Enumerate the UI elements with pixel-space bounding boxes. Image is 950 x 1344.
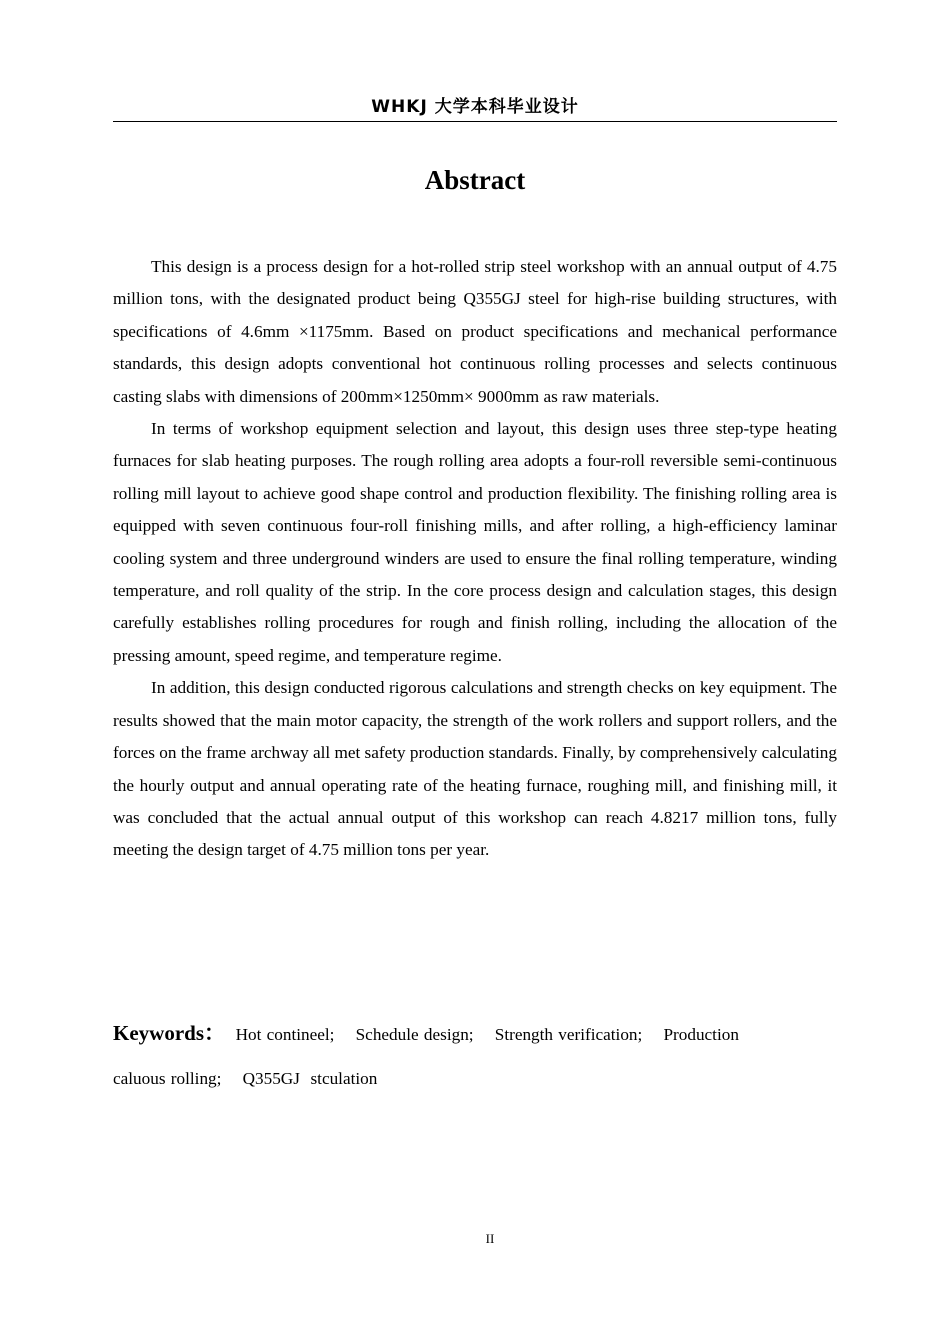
abstract-paragraph-2: In terms of workshop equipment selection and layout, this design uses three step-type heating furnaces for slab heating purposes. The rough rolling area adopts a four-roll reversible semi-continuous rolling mill layout to achieve good shape control and production flexibility. The finishing rolling area is equipped with seven continuous four-roll finishing mills, and after rolling, a high-efficiency laminar cooling system and three underground winders are used to ensure the final rolling temperature, winding temperature, and roll quality of the strip. In the core process design and calculation stages, this design carefully establishes rolling procedures for rough and finish rolling, including the allocation of the pressing amount, speed regime, and temperature regime. xyxy=(113,419,837,665)
abstract-paragraph-3: In addition, this design conducted rigorous calculations and strength checks on key equipment. The results showed that the main motor capacity, the strength of the work rollers and support rollers, and the forces on the frame archway all met safety production standards. Finally, by comprehensively calculating the hourly output and annual operating rate of the heating furnace, roughing mill, and finishing mill, it was concluded that the actual annual output of this workshop can reach 4.8217 million tons, fully meeting the design target of 4.75 million tons per year. xyxy=(113,678,837,860)
keywords-line-2: caluous rolling; Q355GJ stculation xyxy=(113,1069,378,1088)
keywords-text-1: Hot contineel; Schedule design; Strength verification; Production xyxy=(235,1025,739,1044)
keywords-line-1 xyxy=(113,1011,837,1057)
keywords-section xyxy=(113,1011,837,1101)
page-header xyxy=(113,93,837,122)
abstract-body xyxy=(113,251,837,867)
header-title: WHKJ 大学本科毕业设计 xyxy=(371,97,579,117)
abstract-title: Abstract xyxy=(424,165,526,195)
keywords-label: Keywords： xyxy=(113,1021,225,1045)
page-number: II xyxy=(485,1231,495,1246)
abstract-paragraph-1: This design is a process design for a hot-rolled strip steel workshop with an annual output of 4.75 million tons, with the designated product being Q355GJ steel for high-rise building structures, with specifications of 4.6mm ×1175mm. Based on product specifications and mechanical performance standards, this design adopts conventional hot continuous rolling processes and selects continuous casting slabs with dimensions of 200mm×1250mm× 9000mm as raw materials. xyxy=(113,257,837,406)
